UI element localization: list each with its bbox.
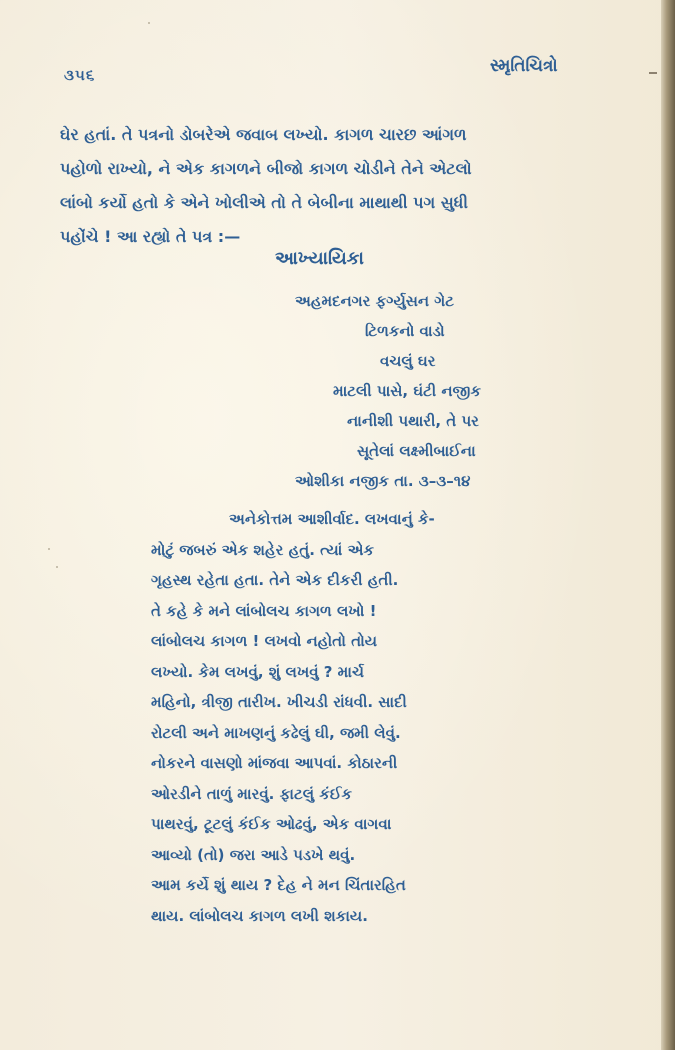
paper-speck [56,566,58,568]
letter-line: ગૃહસ્થ રહેતા હતા. તેને એક દીકરી હતી. [151,571,399,589]
text-line: પહોળો રાખ્યો, ને એક કાગળને બીજો કાગળ ચોડીને તેને એટલો [60,159,472,178]
letter-line: નોકરને વાસણો માંજવા આપવાં. કોઠારની [151,754,398,772]
address-line: અહમદનગર ફર્ગ્યુસન ગેટ [295,292,454,310]
address-line: ટિળકનો વાડો [365,322,445,340]
letter-line: લાંબોલચ કાગળ ! લખવો નહોતો તોય [151,632,378,650]
running-title: સ્મૃતિચિત્રો [490,56,558,76]
intro-paragraph [60,118,640,254]
address-line: ઓશીકા નજીક તા. ૩–૩–૧૪ [295,472,471,490]
book-spine-shadow [661,0,675,1050]
spine-mark [649,72,657,74]
letter-line: આમ કર્યે શું થાય ? દેહ ને મન ચિંતારહિત [151,876,406,894]
text-line: ઘેર હતાં. તે પત્રનો ડોબરેએ જવાબ લખ્યો. કાગળ ચારછ આંગળ [60,125,467,144]
letter-line: તે કહે કે મને લાંબોલચ કાગળ લખો ! [151,601,377,620]
address-line: સૂતેલાં લક્ષ્મીબાઈના [357,442,476,460]
letter-line: પાથરવું, ટૂટલું કંઈક ઓઢવું, એક વાગવા [151,815,392,833]
letter-line: અનેકોત્તમ આશીર્વાદ. લખવાનું કે- [229,510,435,528]
address-line: નાનીશી પથારી, તે પર [347,412,479,430]
paper-speck [148,22,150,24]
paper-speck [48,548,50,550]
letter-line: આવ્યો (તો) જરા આડે પડખે થવું. [151,845,356,864]
letter-line: થાય. લાંબોલચ કાગળ લખી શકાય. [151,906,368,925]
page-number: ૩૫૬ [64,66,96,84]
address-line: વચલું ઘર [380,352,436,370]
letter-line: રોટલી અને માખણનું કઢેલું ઘી, જમી લેવું. [151,723,401,742]
letter-line: મહિનો, ત્રીજી તારીખ. ખીચડી રાંધવી. સાદી [151,693,407,711]
letter-line: લખ્યો. કેમ લખવું, શું લખવું ? માર્ચ [151,662,364,681]
letter-body [151,504,571,931]
section-heading: આખ્યાયિકા [275,248,364,269]
letter-line: ઓરડીને તાળું મારવું. ફાટલું કંઈક [151,784,353,803]
letter-address-block [275,286,635,496]
letter-line: મોટું જબરું એક શહેર હતું. ત્યાં એક [151,540,374,559]
address-line: માટલી પાસે, ઘંટી નજીક [333,382,481,400]
text-line: લાંબો કર્યો હતો કે એને ખોલીએ તો તે બેબીના માથાથી પગ સુધી [60,193,468,212]
text-line: પહોંચે ! આ રહ્યો તે પત્ર :— [60,227,241,246]
